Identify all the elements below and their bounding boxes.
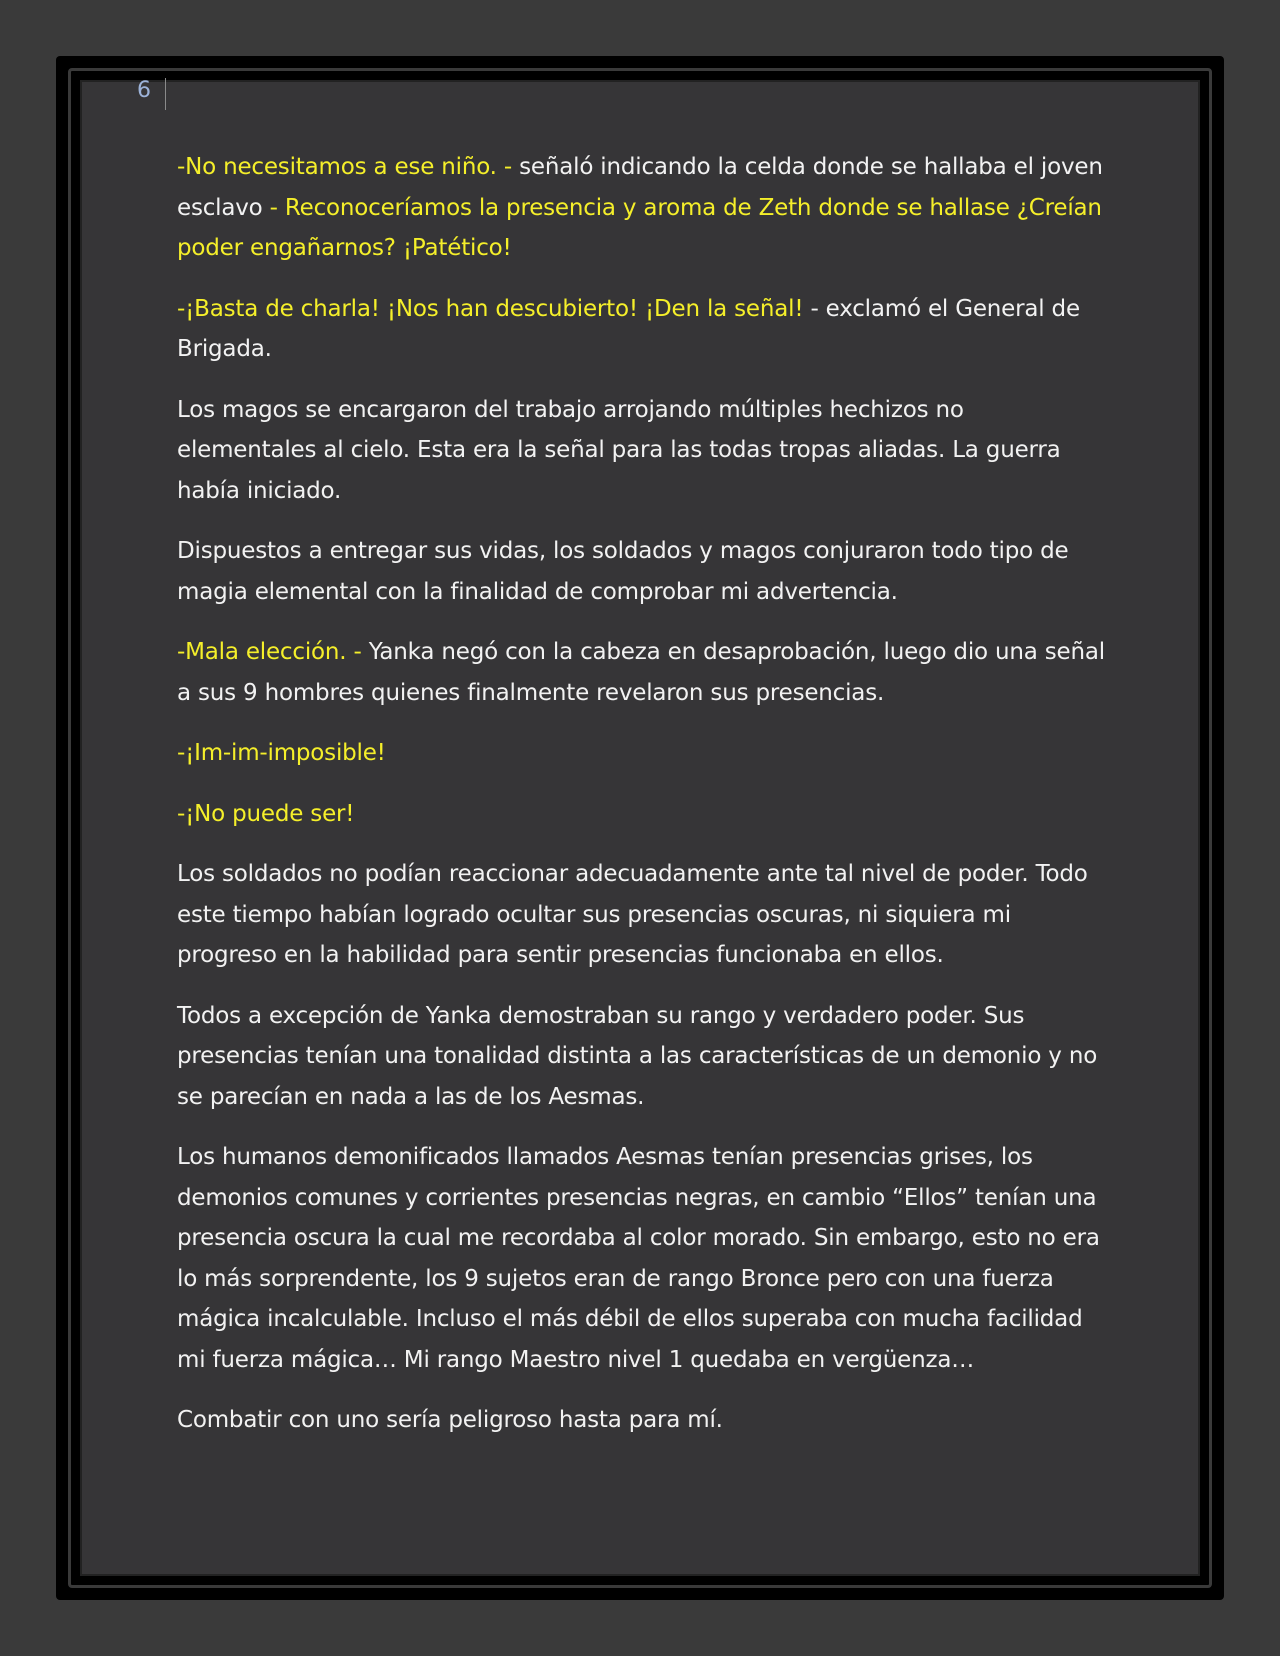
dialogue: -¡Basta de charla! ¡Nos han descubierto! ¡Den la señal!: [177, 295, 811, 322]
paragraph-3: Los magos se encargaron del trabajo arrojando múltiples hechizos no elementales al cielo. Esta era la señal para las todas tropas aliadas. La guerra había iniciado.: [177, 396, 1061, 504]
dialogue: - Reconoceríamos la presencia y aroma de Zeth donde se hallase ¿Creían poder engañarnos? ¡Patético!: [177, 194, 1102, 261]
paragraph-7: -¡No puede ser!: [177, 800, 355, 827]
paragraph-11: Combatir con uno sería peligroso hasta para mí.: [177, 1407, 723, 1433]
paragraph-10: Los humanos demonificados llamados Aesmas tenían presencias grises, los demonios comunes y corrientes presencias negras, en cambio “Ellos” tenían una presencia oscura la cual me recordaba al color morado. Sin embargo, esto no era lo más sorprendente, los 9 sujetos eran de rango Bronce pero con una fuerza mágica incalculable. Incluso el más débil de ellos superaba con mucha facilidad mi fuerza mágica… Mi rango Maestro nivel 1 quedaba en vergüenza…: [177, 1144, 1100, 1373]
dialogue: -No necesitamos a ese niño. -: [177, 154, 520, 180]
narration: - exclamó el General de Brigada.: [177, 295, 1080, 362]
narration: Yanka negó con la cabeza en desaprobación, luego dio una señal a sus 9 hombres quienes finalmente revelaron sus presencias.: [177, 639, 1105, 706]
paragraph-8: Los soldados no podían reaccionar adecuadamente ante tal nivel de poder. Todo este tiempo habían logrado ocultar sus presencias oscuras, ni siquiera mi progreso en la habilidad para sentir presencias funcionaba en ellos.: [177, 861, 1088, 968]
text-cursor: [165, 78, 166, 110]
paragraph-9: Todos a excepción de Yanka demostraban su rango y verdadero poder. Sus presencias tenían una tonalidad distinta a las características de un demonio y no se parecían en nada a las de los Aesmas.: [177, 1002, 1098, 1110]
paragraph-4: Dispuestos a entregar sus vidas, los soldados y magos conjuraron todo tipo de magia elemental con la finalidad de comprobar mi advertencia.: [177, 538, 1069, 605]
paragraph-2: [177, 289, 1107, 370]
page-content: [177, 147, 1107, 1461]
paragraph-1: [177, 147, 1107, 269]
narration: señaló indicando la celda donde se hallaba el joven esclavo: [177, 154, 1103, 221]
dialogue: -Mala elección. -: [177, 639, 369, 665]
paragraph-5: [177, 632, 1107, 713]
page-number: 6: [137, 78, 151, 103]
paragraph-6: -¡Im-im-imposible!: [177, 740, 386, 766]
